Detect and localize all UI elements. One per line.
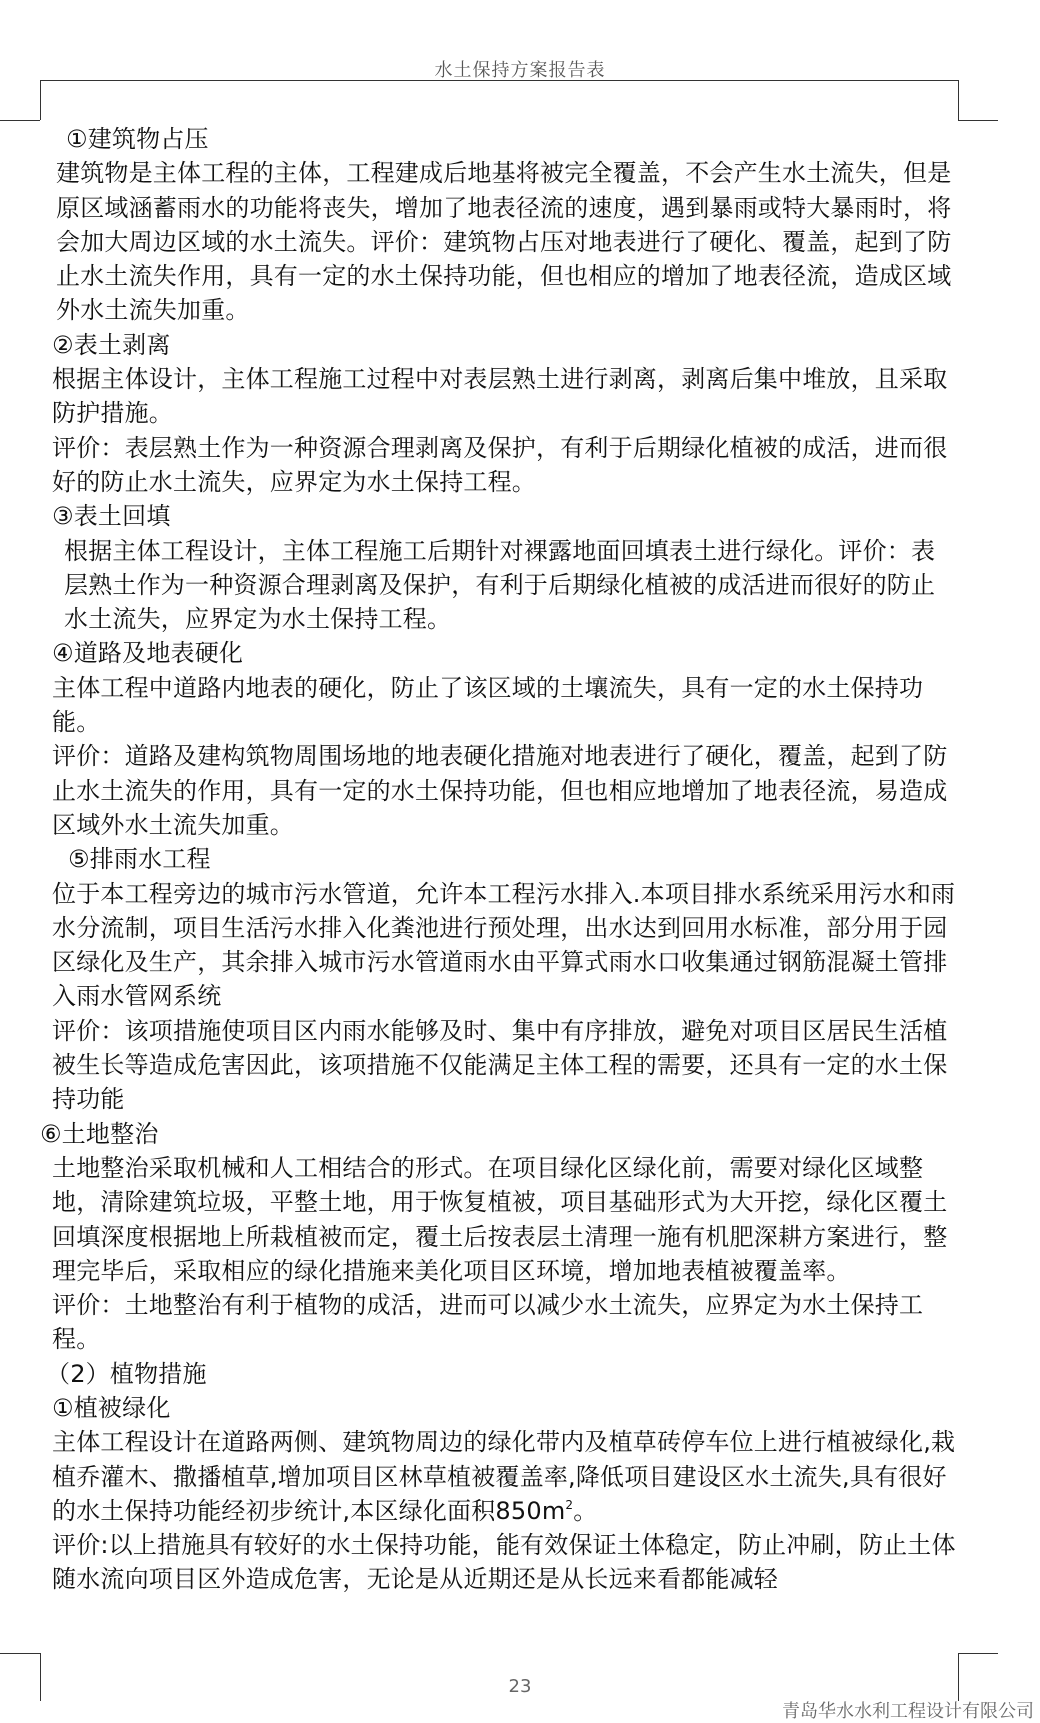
paragraph-rainwater-drainage-evaluation: 评价：该项措施使项目区内雨水能够及时、集中有序排放，避免对项目区居民生活植被生长等造成危害因此，该项措施不仅能满足主体工程的需要，还具有一定的水土保持功能 [52,1016,948,1114]
heading-topsoil-backfill: ③表土回填 [52,502,171,531]
heading-rainwater-drainage: ⑤排雨水工程 [68,845,211,874]
paragraph-land-reclamation: 土地整治采取机械和人工相结合的形式。在项目绿化区绿化前，需要对绿化区域整地，清除建筑垃圾，平整土地，用于恢复植被，项目基础形式为大开挖，绿化区覆土回填深度根据地上所栽植被而定，覆土后按表层土清理一施有机肥深耕方案进行，整理完毕后，采取相应的绿化措施来美化项目区环境，增加地表植被覆盖率。 [52,1153,948,1285]
corner-mark-top-left-h [0,120,40,121]
paragraph-vegetation-greening-text: 主体工程设计在道路两侧、建筑物周边的绿化带内及植草砖停车位上进行植被绿化,栽植乔灌木、撒播植草,增加项目区林草植被覆盖率,降低项目建设区水土流失,具有很好的水土保持功能经初步统计,本区绿化面积850m [52,1428,956,1525]
paragraph-topsoil-stripping: 根据主体设计，主体工程施工过程中对表层熟土进行剥离，剥离后集中堆放，且采取防护措施。 [52,365,948,428]
heading-plant-measures: （2）植物措施 [46,1359,207,1388]
corner-mark-bottom-right-h [958,1653,998,1654]
paragraph-rainwater-drainage: 位于本工程旁边的城市污水管道，允许本工程污水排入.本项目排水系统采用污水和雨水分流制，项目生活污水排入化粪池进行预处理，出水达到回用水标准，部分用于园区绿化及生产，其余排入城市污水管道雨水由平算式雨水口收集通过钢筋混凝土管排入雨水管网系统 [52,879,956,1011]
header-rule [40,80,958,81]
corner-mark-top-right-h [958,120,998,121]
corner-mark-bottom-left-h [0,1653,40,1654]
heading-topsoil-stripping: ②表土剥离 [52,330,171,359]
paragraph-vegetation-greening [40,1425,958,1528]
paragraph-topsoil-stripping-evaluation: 评价：表层熟土作为一种资源合理剥离及保护，有利于后期绿化植被的成活，进而很好的防止水土流失，应界定为水土保持工程。 [52,433,948,496]
area-unit-superscript: 2 [565,1497,574,1512]
corner-mark-top-right [958,80,959,120]
paragraph-road-hardening-evaluation: 评价：道路及建构筑物周围场地的地表硬化措施对地表进行了硬化，覆盖，起到了防止水土流失的作用，具有一定的水土保持功能，但也相应地增加了地表径流，易造成区域外水土流失加重。 [52,742,948,839]
paragraph-vegetation-greening-evaluation: 评价:以上措施具有较好的水土保持功能，能有效保证土体稳定，防止冲刷，防止土体随水流向项目区外造成危害，无论是从近期还是从长远来看都能减轻 [52,1531,956,1594]
paragraph-land-reclamation-evaluation: 评价：土地整治有利于植物的成活，进而可以减少水土流失，应界定为水土保持工程。 [52,1291,924,1354]
heading-land-reclamation: ⑥土地整治 [40,1119,159,1148]
company-name: 青岛华水水利工程设计有限公司 [782,1701,1034,1722]
paragraph-vegetation-greening-tail: 。 [573,1496,598,1525]
report-header-title: 水土保持方案报告表 [434,60,606,81]
paragraph-topsoil-backfill: 根据主体工程设计，主体工程施工后期针对裸露地面回填表土进行绿化。评价：表层熟土作为一种资源合理剥离及保护，有利于后期绿化植被的成活进而很好的防止水土流失，应界定为水土保持工程。 [64,536,936,634]
corner-mark-top-left [40,80,41,120]
heading-vegetation-greening: ①植被绿化 [52,1393,171,1422]
paragraph-building-occupation: 建筑物是主体工程的主体，工程建成后地基将被完全覆盖，不会产生水土流失，但是原区域涵蓄雨水的功能将丧失，增加了地表径流的速度，遇到暴雨或特大暴雨时，将会加大周边区域的水土流失。评价：建筑物占压对地表进行了硬化、覆盖，起到了防止水土流失作用，具有一定的水土保持功能，但也相应的增加了地表径流，造成区域外水土流失加重。 [56,159,952,325]
document-body [40,122,958,1597]
paragraph-road-hardening: 主体工程中道路内地表的硬化，防止了该区域的土壤流失，具有一定的水土保持功能。 [52,673,924,737]
heading-road-hardening: ④道路及地表硬化 [52,639,244,668]
page-number: 23 [508,1676,532,1697]
heading-building-occupation: ①建筑物占压 [66,125,209,153]
